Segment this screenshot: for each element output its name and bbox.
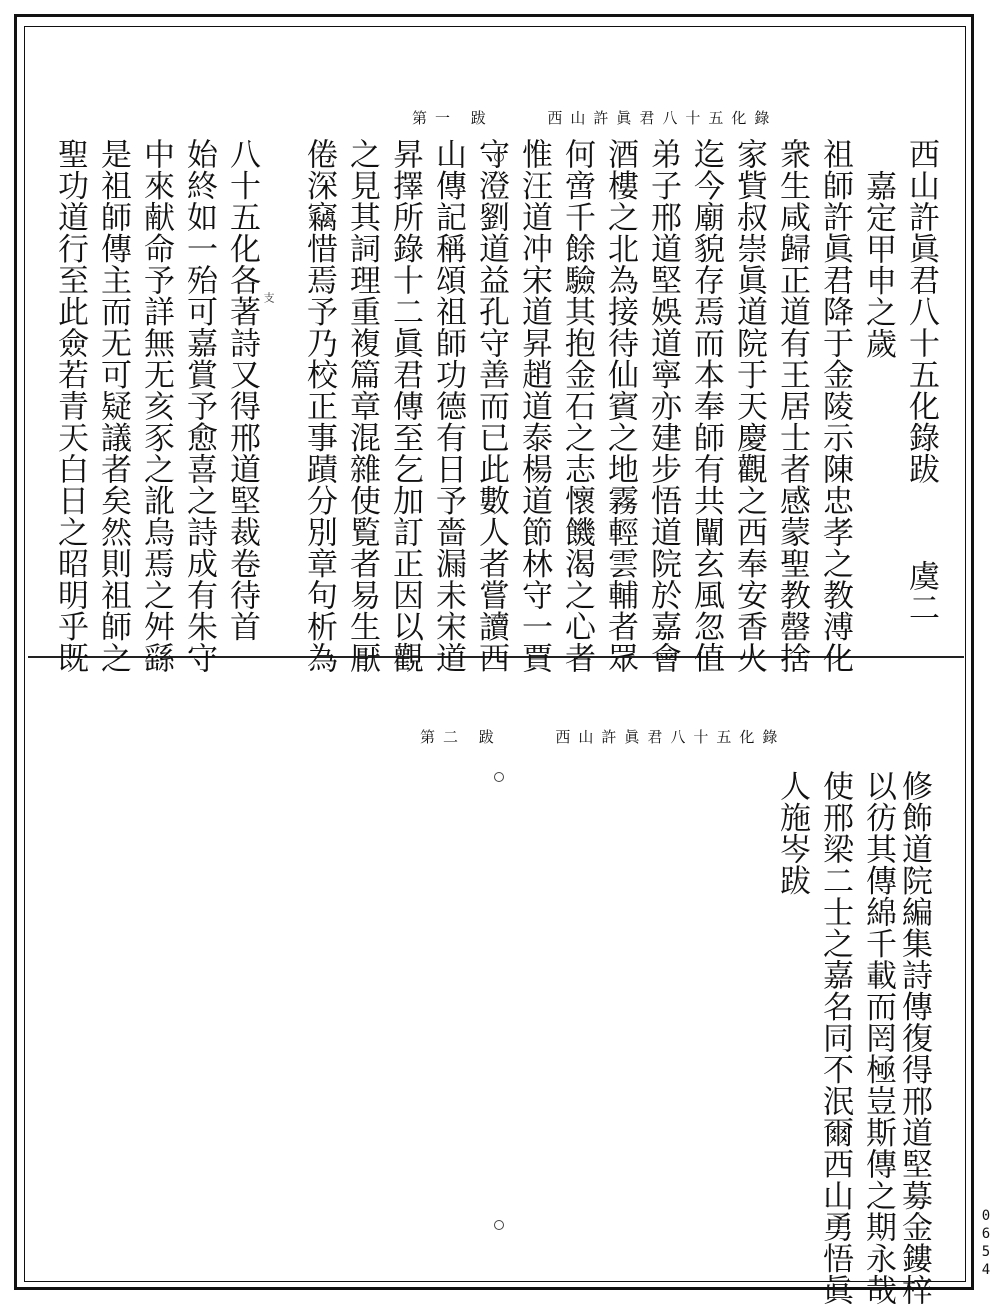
top-column-6: 迄今廟貌存焉而本奉師有共闡玄風忽值 [688, 138, 724, 674]
binding-hole-mark [494, 1220, 504, 1230]
bottom-header-book: 西山許眞君八十五化錄 [555, 728, 786, 746]
bottom-header-page: 第二 [420, 728, 467, 746]
binding-hole-mark [494, 614, 504, 624]
top-volume-mark: 虞二 [903, 560, 939, 623]
top-column-15: 倦深竊惜焉予乃校正事蹟分別章句析為 [301, 138, 337, 674]
bottom-header [420, 726, 785, 747]
top-header-book: 西山許眞君八十五化錄 [547, 109, 778, 127]
top-column-16: 八十五化各著詩又得邢道堅裁卷待首 [224, 138, 260, 642]
top-column-19: 是祖師傳主而无可疑議者矣然則祖師之 [95, 138, 131, 674]
top-small-annotation: 支 [262, 292, 275, 303]
top-column-20: 聖功道行至此僉若青天白日之昭明乎既 [52, 138, 88, 674]
top-column-10: 惟汪道冲宋道昇趙道泰楊道節林守一賈 [516, 138, 552, 674]
top-column-13: 昇擇所錄十二眞君傳至乞加訂正因以觀 [387, 138, 423, 674]
top-column-17: 始終如一殆可嘉賞予愈喜之詩成有朱守 [181, 138, 217, 674]
top-header [412, 107, 777, 128]
top-column-2: 嘉定甲申之歲 [860, 170, 896, 359]
binding-hole-mark [494, 772, 504, 782]
top-header-page: 第一 [412, 109, 459, 127]
bottom-column-2: 以彷其傳綿千載而罔極豈斯傳之期永哉 [860, 770, 896, 1306]
top-column-12: 山傳記稱頌祖師功德有日予嗇漏未宋道 [430, 138, 466, 674]
top-column-5: 家貲叔崇眞道院于天慶觀之西奉安香火 [731, 138, 767, 674]
top-column-title: 西山許眞君八十五化錄跋 [903, 138, 939, 485]
bottom-column-1: 修飾道院編集詩傳復得邢道堅募金鏤梓 [896, 770, 932, 1306]
binding-hole-mark [494, 152, 504, 162]
bottom-column-3: 使邢梁二士之嘉名同不泯爾西山勇悟眞 [817, 770, 853, 1306]
top-column-3: 祖師許眞君降于金陵示陳忠孝之教溥化 [817, 138, 853, 674]
top-column-8: 酒樓之北為接待仙賓之地霧輕雲輔者眾 [602, 138, 638, 674]
top-column-11: 守澄劉道益孔守善而已此數人者嘗讀西 [473, 138, 509, 674]
page-number: 0654 [978, 1208, 994, 1280]
bottom-header-section: 跋 [478, 728, 502, 746]
top-column-14: 之見其詞理重複篇章混雜使覧者易生厭 [344, 138, 380, 674]
top-column-4: 衆生咸歸正道有王居士者感蒙聖教罄捨 [774, 138, 810, 674]
top-column-18: 中來献命予詳無无亥豕之訛烏焉之舛繇 [138, 138, 174, 674]
top-header-section: 跋 [470, 109, 494, 127]
top-column-7: 弟子邢道堅娛道寧亦建步悟道院於嘉會 [645, 138, 681, 674]
bottom-column-4: 人施岑跋 [774, 770, 810, 896]
top-column-9: 何啻千餘驗其抱金石之志懷饑渴之心者 [559, 138, 595, 674]
